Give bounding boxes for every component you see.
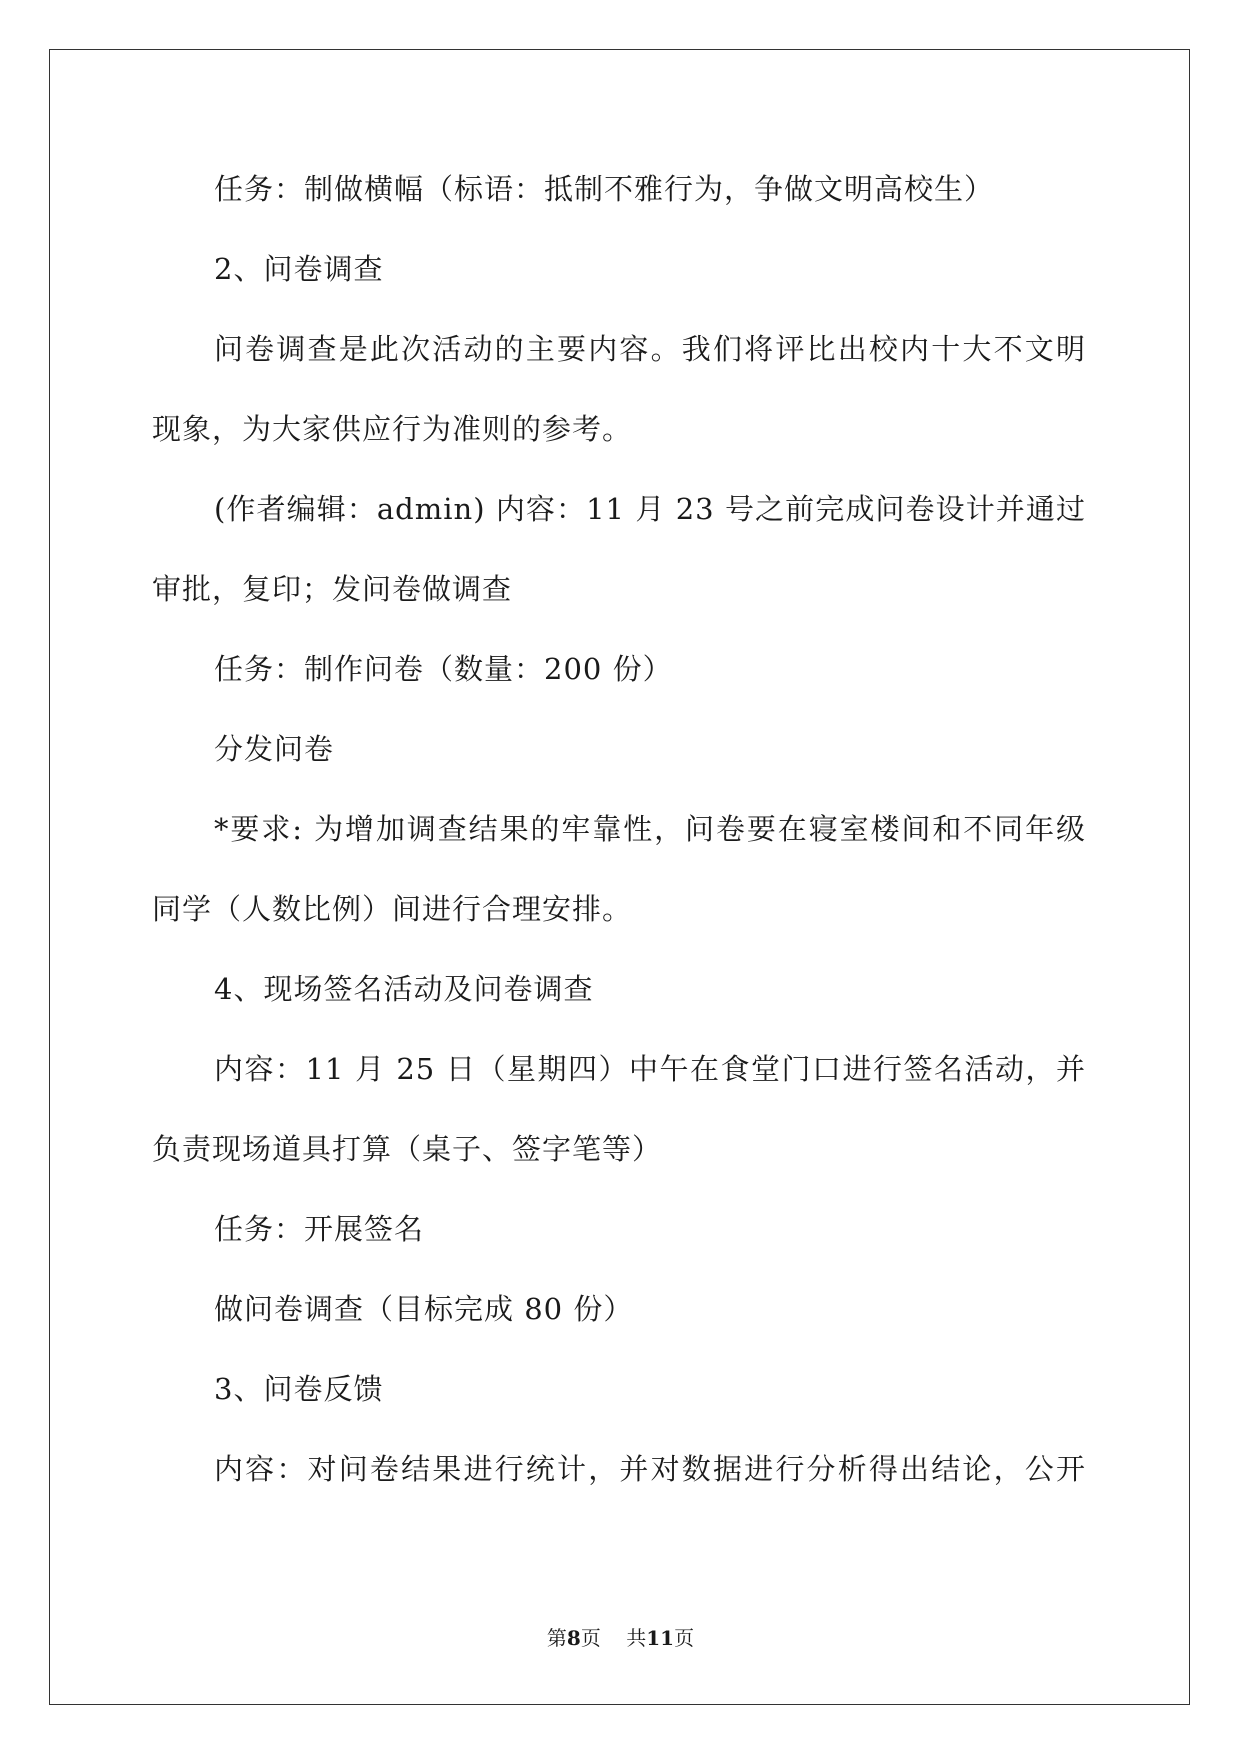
text-line: 内容：对问卷结果进行统计，并对数据进行分析得出结论，公开 xyxy=(214,1452,1086,1486)
total-suffix: 页 xyxy=(674,1626,695,1650)
text-line: 问卷调查是此次活动的主要内容。我们将评比出校内十大不文明 xyxy=(214,332,1086,366)
text-line: *要求: 为增加调查结果的牢靠性，问卷要在寝室楼间和不同年级 xyxy=(214,812,1086,846)
text-line: 做问卷调查（目标完成 80 份） xyxy=(214,1292,634,1326)
section-heading: 4、现场签名活动及问卷调查 xyxy=(214,972,594,1006)
text-line: (作者编辑：admin) 内容：11 月 23 号之前完成问卷设计并通过 xyxy=(214,492,1086,526)
text-line: 分发问卷 xyxy=(214,732,335,766)
text-line: 负责现场道具打算（桌子、签字笔等） xyxy=(152,1132,663,1166)
text-line: 任务：制做横幅（标语：抵制不雅行为，争做文明高校生） xyxy=(214,172,995,206)
text-line: 同学（人数比例）间进行合理安排。 xyxy=(152,892,633,926)
section-heading: 3、问卷反馈 xyxy=(214,1372,384,1406)
section-heading: 2、问卷调查 xyxy=(214,252,384,286)
page-prefix: 第 xyxy=(546,1626,567,1650)
page-number: 8 xyxy=(566,1626,581,1650)
total-pages: 11 xyxy=(646,1626,675,1650)
page-footer xyxy=(0,1624,1241,1652)
text-line: 任务：制作问卷（数量：200 份） xyxy=(214,652,673,686)
text-line: 任务：开展签名 xyxy=(214,1212,425,1246)
total-prefix: 共 xyxy=(626,1626,647,1650)
text-line: 内容：11 月 25 日（星期四）中午在食堂门口进行签名活动，并 xyxy=(214,1052,1086,1086)
page-suffix: 页 xyxy=(580,1626,601,1650)
text-line: 审批，复印；发问卷做调查 xyxy=(152,572,513,606)
text-line: 现象，为大家供应行为准则的参考。 xyxy=(152,412,633,446)
